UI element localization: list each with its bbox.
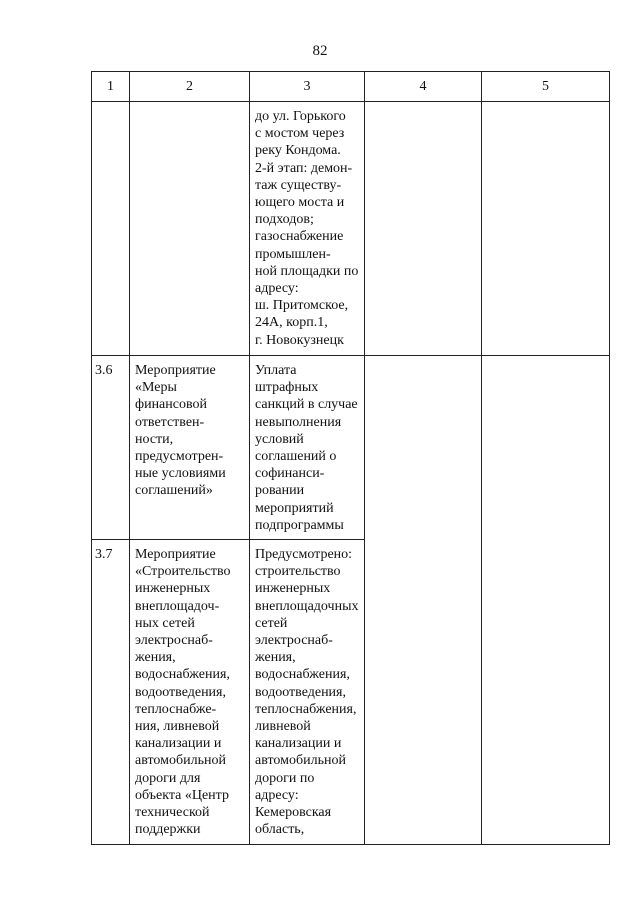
activity-description-cell: Уплата штрафных санкций в случае невыполнения условий соглашений о софинанси- ровании мероприятий подпрограммы [250,356,365,540]
column-4-cell [365,102,482,356]
header-row [92,72,610,102]
page-number: 82 [312,43,328,59]
program-table [91,71,610,845]
header-cell-3: 3 [250,72,365,102]
activity-description-cell: Предусмотрено: строительство инженерных внеплощадочных сетей электроснаб- жения, водоснабжения, водоотведения, теплоснабжения, ливневой канализации и автомобильной дороги по адресу: Кемеровская область, [250,540,365,845]
column-4-merged-cell [365,356,482,845]
activity-name-cell: Мероприятие «Строительство инженерных внеплощадоч- ных сетей электроснаб- жения, водоснабжения, водоотведения, теплоснабже- ния, ливневой канализации и автомобильной дороги для объекта «Центр технической поддержки [130,540,250,845]
table-row [92,102,610,356]
table-row [92,356,610,540]
header-cell-4: 4 [365,72,482,102]
activity-name-cell: Мероприятие «Меры финансовой ответствен- ности, предусмотрен- ные условиями соглашений» [130,356,250,540]
header-cell-2: 2 [130,72,250,102]
activity-name-cell [130,102,250,356]
column-5-cell [482,102,610,356]
row-number-cell: 3.7 [92,540,130,845]
header-cell-5: 5 [482,72,610,102]
row-number-cell [92,102,130,356]
header-cell-1: 1 [92,72,130,102]
column-5-merged-cell [482,356,610,845]
row-number-cell: 3.6 [92,356,130,540]
activity-description-cell: до ул. Горького с мостом через реку Кондома. 2-й этап: демон- таж существу- ющего моста и подходов; газоснабжение промышлен- ной площадки по адресу: ш. Притомское, 24А, корп.1, г. Новокузнецк [250,102,365,356]
